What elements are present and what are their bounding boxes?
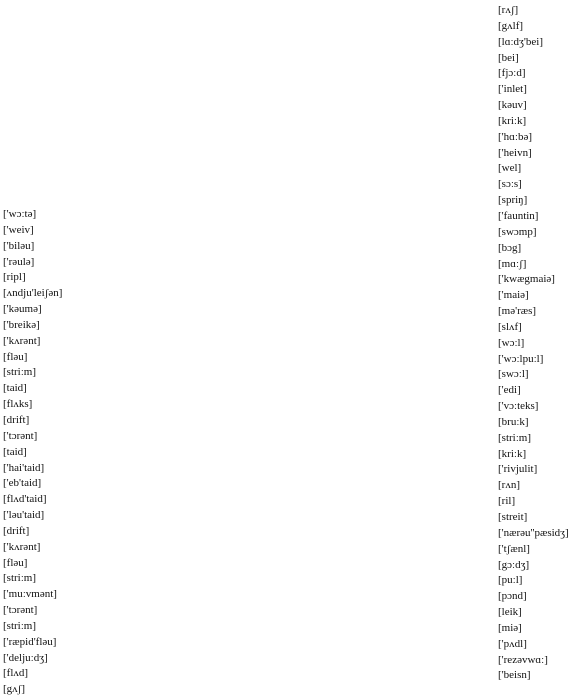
phonetic-transcription: [fləu] [3,350,28,363]
phonetic-transcription: [striːm] [498,431,531,444]
phonetic-transcription: [gɔːdʒ] [498,558,530,571]
phonetic-transcription: ['ræpid'fləu] [3,635,57,648]
phonetic-transcription: [taid] [3,382,27,395]
right-phonetic-column [498,3,569,684]
phonetic-transcription: [flʌks] [3,398,33,411]
phonetic-transcription: ['kəumə] [3,303,42,316]
phonetic-transcription: ['hɑːbə] [498,130,532,143]
phonetic-transcription: ['eb'taid] [3,477,42,490]
left-phonetic-column [3,207,62,698]
phonetic-transcription: ['vɔːteks] [498,400,539,413]
phonetic-transcription: [wɔːl] [498,336,525,349]
phonetic-transcription: ['tɔrənt] [3,429,38,442]
phonetic-transcription: [rʌn] [498,479,520,492]
phonetic-transcription: [fjɔːd] [498,67,526,80]
phonetic-transcription: [swɔːl] [498,368,529,381]
phonetic-transcription: ['maiə] [498,289,529,302]
phonetic-transcription: [gʌlf] [498,19,524,32]
phonetic-transcription: ['tɔrənt] [3,604,38,617]
phonetic-transcription: [kriːk] [498,114,527,127]
phonetic-transcription: ['kʌrənt] [3,540,41,553]
phonetic-transcription: ['wɔːlpuːl] [498,352,544,365]
phonetic-transcription: [bɔg] [498,241,522,254]
phonetic-transcription: ['wɔːtə] [3,208,37,220]
phonetic-transcription: ['weiv] [3,223,34,236]
phonetic-transcription: [striːm] [3,366,36,379]
phonetic-transcription: [streit] [498,511,528,523]
phonetic-transcription: ['biləu] [3,239,35,252]
phonetic-transcription: [swɔmp] [498,225,537,238]
phonetic-transcription: ['breikə] [3,318,40,331]
phonetic-transcription: [mə'ræs] [498,305,537,318]
phonetic-transcription: [sɔːs] [498,178,522,191]
phonetic-transcription: [striːm] [3,572,36,585]
phonetic-transcription: ['deljuːdʒ] [3,651,48,664]
phonetic-transcription: [taid] [3,445,27,458]
phonetic-transcription: [drift] [3,413,30,426]
phonetic-transcription: ['edi] [498,384,521,397]
phonetic-transcription: [bei] [498,51,519,64]
phonetic-transcription: ['pʌdl] [498,637,527,650]
phonetic-transcription: [puːl] [498,574,523,587]
phonetic-transcription: [leik] [498,606,522,619]
phonetic-transcription: [slʌf] [498,320,522,333]
phonetic-transcription: [mɑːʃ] [498,257,527,270]
phonetic-transcription: [ripl] [3,271,26,284]
phonetic-transcription: ['hai'taid] [3,461,45,474]
phonetic-transcription: ['kʌrənt] [3,334,41,347]
phonetic-transcription: ['tʃænl] [498,542,530,555]
phonetic-transcription: [pɔnd] [498,590,527,603]
phonetic-transcription: [ʌndju'leiʃən] [3,287,63,300]
phonetic-transcription: [wel] [498,162,522,175]
phonetic-transcription: [fləu] [3,556,28,569]
phonetic-transcription: ['ləu'taid] [3,509,45,522]
phonetic-transcription: ['rəulə] [3,255,35,268]
phonetic-transcription: [flʌd] [3,667,29,680]
phonetic-transcription: [miə] [498,621,522,634]
phonetic-transcription: [drift] [3,524,30,537]
phonetic-transcription: [kəuv] [498,99,527,112]
phonetic-transcription: ['rezəvwɑː] [498,653,548,666]
phonetic-transcription: [lɑːdʒ'bei] [498,35,543,48]
phonetic-transcription: ['fauntin] [498,209,539,222]
phonetic-transcription: ['inlet] [498,83,527,96]
phonetic-transcription: [rʌʃ] [498,4,519,16]
phonetic-transcription: [ril] [498,495,516,508]
phonetic-transcription: ['nærəu''pæsidʒ] [498,526,569,539]
phonetic-transcription: ['muːvmənt] [3,588,57,601]
phonetic-transcription: [kriːk] [498,447,527,460]
phonetic-transcription: [gʌʃ] [3,683,25,696]
phonetic-transcription: ['kwægmaiə] [498,273,555,286]
phonetic-transcription: ['rivjulit] [498,463,538,476]
phonetic-transcription: [flʌd'taid] [3,493,47,506]
phonetic-transcription: [striːm] [3,619,36,632]
phonetic-transcription: ['heivn] [498,146,532,159]
phonetic-transcription: [spriŋ] [498,194,528,207]
phonetic-transcription: [bruːk] [498,415,529,428]
phonetic-transcription: ['beisn] [498,669,531,682]
